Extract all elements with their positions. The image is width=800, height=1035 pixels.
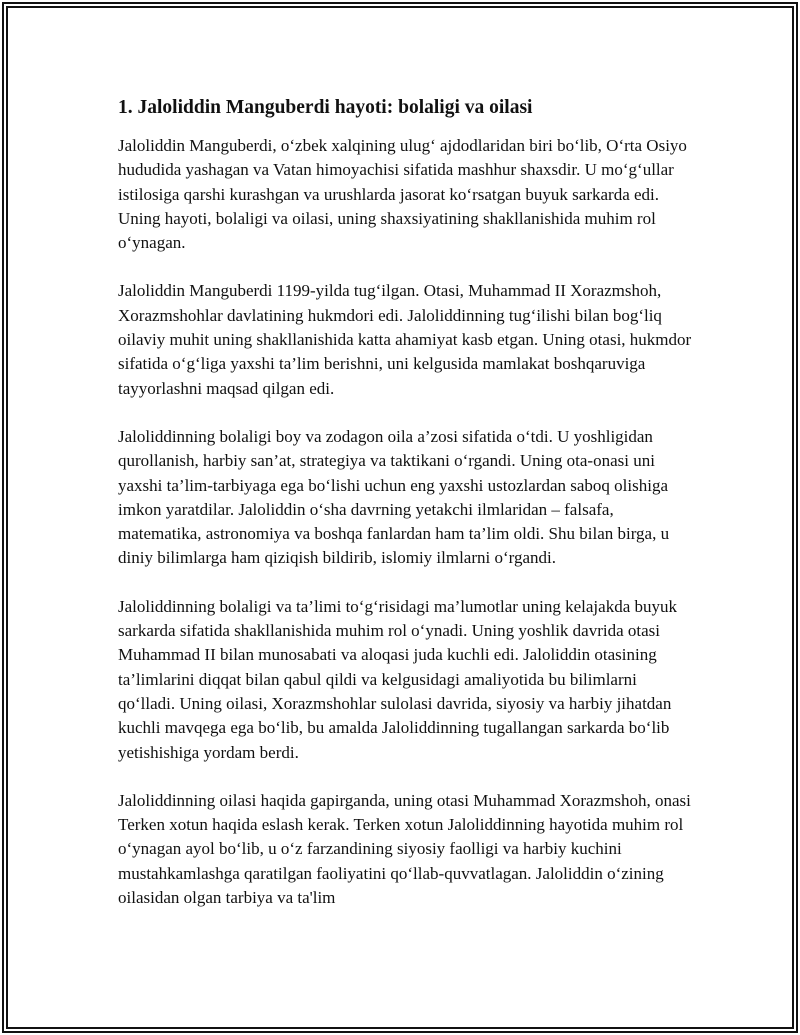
- document-body: [118, 96, 694, 934]
- paragraph-intro: Jaloliddin Manguberdi, o‘zbek xalqining ulug‘ ajdodlaridan biri bo‘lib, O‘rta Osiyo hududida yashagan va Vatan himoyachisi sifatida mashhur shaxsdir. U mo‘g‘ullar istilosiga qarshi kurashgan va urushlarda jasorat ko‘rsatgan buyuk sarkarda edi. Uning hayoti, bolaligi va oilasi, uning shaxsiyatining shakllanishida muhim rol o‘ynagan.: [118, 136, 687, 253]
- section-title: 1. Jaloliddin Manguberdi hayoti: bolaligi va oilasi: [118, 97, 533, 118]
- paragraph-family: Jaloliddinning oilasi haqida gapirganda, uning otasi Muhammad Xorazmshoh, onasi Terken xotun haqida eslash kerak. Terken xotun Jaloliddinning hayotida muhim rol o‘ynagan ayol bo‘lib, u o‘z farzandining siyosiy faolligi va harbiy kuchini mustahkamlashga qaratilgan faoliyatini qo‘llab-quvvatlagan. Jaloliddin o‘zining oilasidan olgan tarbiya va ta'lim: [118, 790, 691, 908]
- paragraph-education: Jaloliddinning bolaligi va ta’limi to‘g‘risidagi ma’lumotlar uning kelajakda buyuk sarkarda sifatida shakllanishida muhim rol o‘ynadi. Uning yoshlik davrida otasi Muhammad II bilan munosabati va aloqasi juda kuchli edi. Jaloliddin otasining ta’limlarini diqqat bilan qabul qildi va kelgusidagi amaliyotida bu bilimlarni qo‘lladi. Uning oilasi, Xorazmshohlar sulolasi davrida, siyosiy va harbiy jihatdan kuchli mavqega ega bo‘lib, bu amalda Jaloliddinning tugallangan sarkarda bo‘lib yetishishiga yordam berdi.: [118, 596, 677, 762]
- paragraph-childhood: Jaloliddinning bolaligi boy va zodagon oila a’zosi sifatida o‘tdi. U yoshligidan qurollanish, harbiy san’at, strategiya va taktikani o‘rgandi. Uning ota-onasi uni yaxshi ta’lim-tarbiyaga ega bo‘lishi uchun eng yaxshi ustozlardan saboq olishiga imkon yaratdilar. Jaloliddin o‘sha davrning yetakchi ilmlaridan – falsafa, matematika, astronomiya va boshqa fanlardan ham ta’lim oldi. Shu bilan birga, u diniy bilimlarga ham qiziqish bildirib, islomiy ilmlarni o‘rgandi.: [118, 426, 670, 568]
- paragraph-birth: Jaloliddin Manguberdi 1199-yilda tug‘ilgan. Otasi, Muhammad II Xorazmshoh, Xorazmshohlar davlatining hukmdori edi. Jaloliddinning tug‘ilishi bilan bog‘liq oilaviy muhit uning shakllanishida katta ahamiyat kasb etgan. Uning otasi, hukmdor sifatida o‘g‘liga yaxshi ta’lim berishni, uni kelgusida mamlakat boshqaruviga tayyorlashni maqsad qilgan edi.: [118, 281, 692, 398]
